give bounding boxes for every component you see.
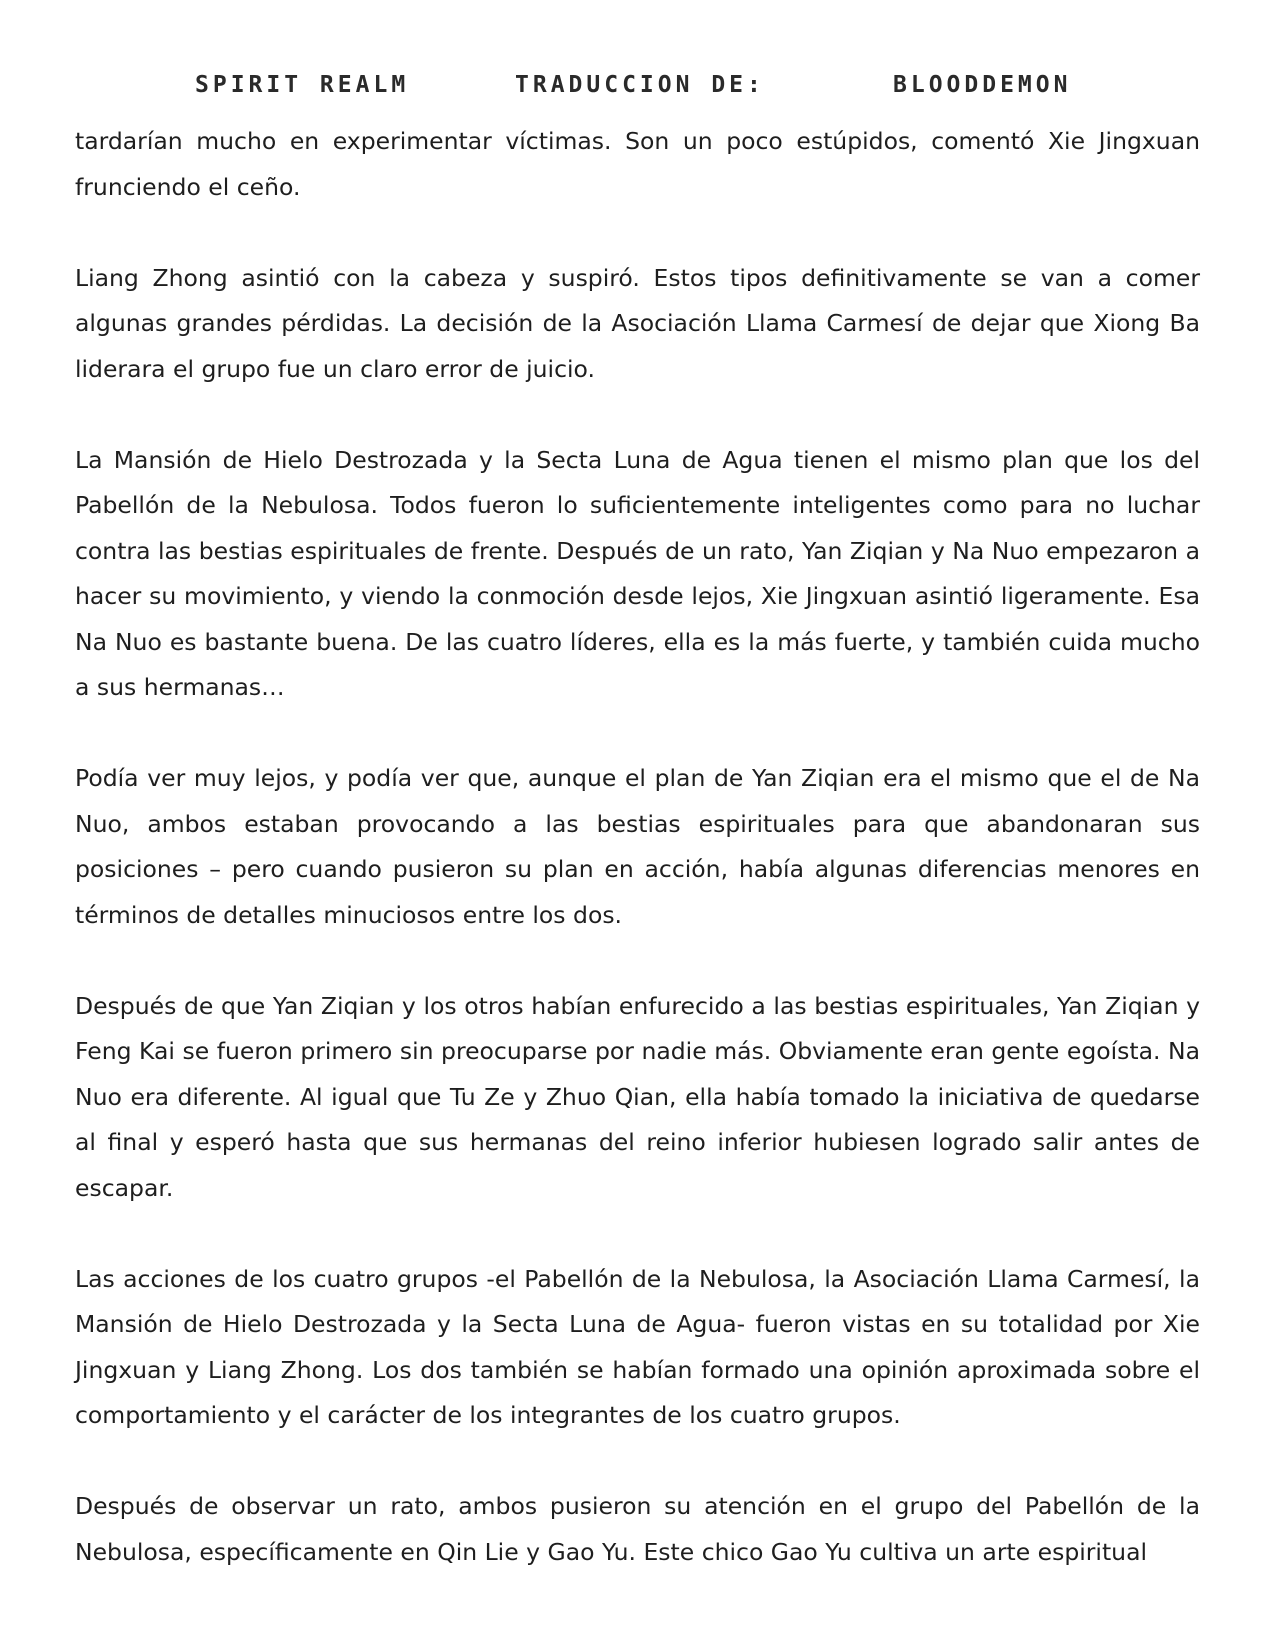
page-header — [0, 72, 1275, 112]
paragraph: Liang Zhong asintió con la cabeza y suspiró. Estos tipos definitivamente se van a comer algunas grandes pérdidas. La decisión de la Asociación Llama Carmesí de dejar que Xiong Ba liderara el grupo fue un claro error de juicio. — [75, 263, 1200, 383]
paragraph: La Mansión de Hielo Destrozada y la Secta Luna de Agua tienen el mismo plan que los del Pabellón de la Nebulosa. Todos fueron lo suficientemente inteligentes como para no luchar contra las bestias espirituales de frente. Después de un rato, Yan Ziqian y Na Nuo empezaron a hacer su movimiento, y viendo la conmoción desde lejos, Xie Jingxuan asintió ligeramente. Esa Na Nuo es bastante buena. De las cuatro líderes, ella es la más fuerte, y también cuida mucho a sus hermanas… — [75, 445, 1200, 701]
paragraph: tardarían mucho en experimentar víctimas. Son un poco estúpidos, comentó Xie Jingxuan frunciendo el ceño. — [75, 127, 1200, 201]
document-body — [75, 119, 1200, 1575]
header-novel-title: SPIRIT REALM — [195, 72, 410, 98]
header-translator-name: BLOODDEMON — [893, 72, 1072, 98]
paragraph: Después de que Yan Ziqian y los otros habían enfurecido a las bestias espirituales, Yan Ziqian y Feng Kai se fueron primero sin preocuparse por nadie más. Obviamente eran gente egoísta. Na Nuo era diferente. Al igual que Tu Ze y Zhuo Qian, ella había tomado la iniciativa de quedarse al final y esperó hasta que sus hermanas del reino inferior hubiesen logrado salir antes de escapar. — [75, 991, 1200, 1202]
header-translation-label: TRADUCCION DE: — [515, 72, 765, 98]
paragraph: Las acciones de los cuatro grupos -el Pabellón de la Nebulosa, la Asociación Llama Carmesí, la Mansión de Hielo Destrozada y la Secta Luna de Agua- fueron vistas en su totalidad por Xie Jingxuan y Liang Zhong. Los dos también se habían formado una opinión aproximada sobre el comportamiento y el carácter de los integrantes de los cuatro grupos. — [75, 1264, 1200, 1429]
paragraph: Podía ver muy lejos, y podía ver que, aunque el plan de Yan Ziqian era el mismo que el de Na Nuo, ambos estaban provocando a las bestias espirituales para que abandonaran sus posiciones – pero cuando pusieron su plan en acción, había algunas diferencias menores en términos de detalles minuciosos entre los dos. — [75, 764, 1200, 929]
paragraph: Después de observar un rato, ambos pusieron su atención en el grupo del Pabellón de la Nebulosa, específicamente en Qin Lie y Gao Yu. Este chico Gao Yu cultiva un arte espiritual — [75, 1492, 1200, 1566]
